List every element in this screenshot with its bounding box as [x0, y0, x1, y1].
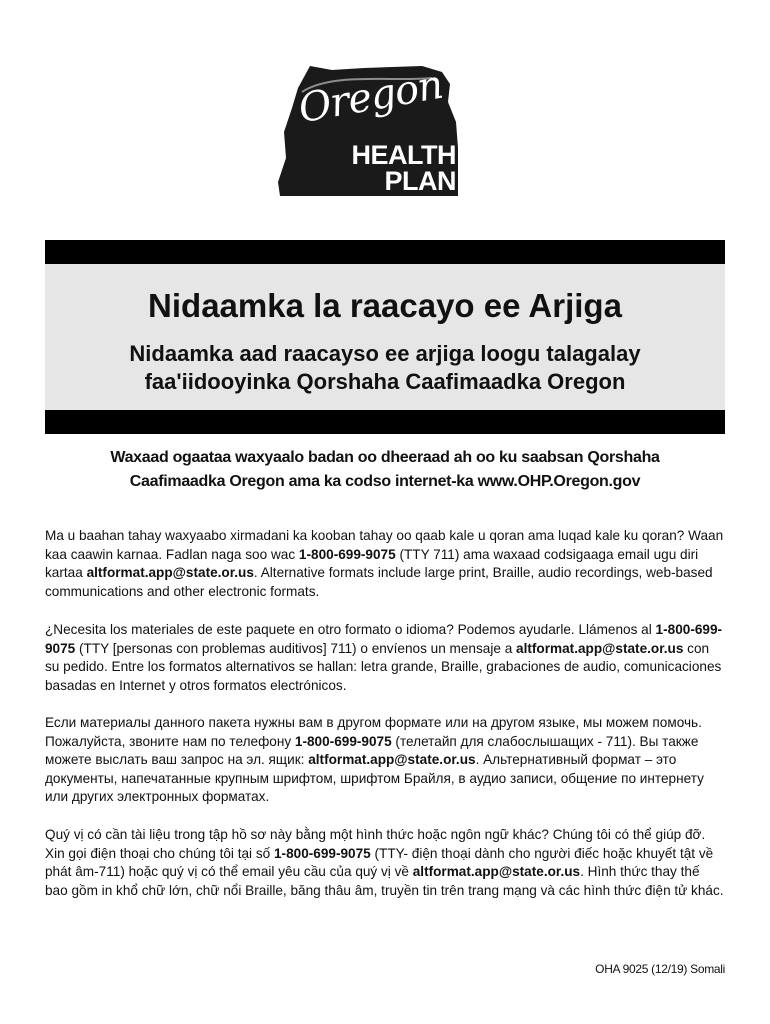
russian-text-2: (телетайп для слабослышащих - 711). Вы также можете выслать ваш запрос на эл. ящик:	[45, 733, 699, 767]
somali-email-link[interactable]: altformat.app@state.or.us	[86, 565, 254, 580]
logo-line-health: HEALTH	[351, 140, 456, 170]
somali-phone[interactable]: 1-800-699-9075	[298, 546, 396, 562]
oregon-health-plan-logo	[272, 62, 468, 200]
paragraph-vietnamese	[45, 826, 725, 900]
spanish-text-2: (TTY [personas con problemas auditivos] 711) o envíenos un mensaje a	[75, 640, 517, 656]
vietnamese-text-1: Quý vị có cần tài liệu trong tập hồ sơ này bằng một hình thức hoặc ngôn ngữ khác? Chúng tôi có thể giúp đỡ. Xin gọi điện thoại cho chúng tôi tại số	[45, 827, 706, 861]
russian-text-3: . Альтернативный формат – это документы, напечатанные крупным шрифтом, шрифтом Брайля, в аудио записи, общение по интернету или других электронных форматах.	[45, 752, 704, 804]
spanish-phone[interactable]: 1-800-699-9075	[45, 622, 723, 656]
page-subtitle	[45, 340, 725, 396]
russian-phone[interactable]: 1-800-699-9075	[294, 733, 392, 749]
header-bar-top	[45, 240, 725, 264]
spanish-text-3: con su pedido. Entre los formatos alternativos se hallan: letra grande, Braille, grabaciones de audio, comunicaciones basadas en Internet y otros formatos electrónicos.	[45, 640, 722, 693]
subtitle-line-1: Nidaamka aad raacayso ee arjiga loogu talagalay	[129, 341, 641, 366]
paragraph-somali	[45, 527, 725, 601]
logo-line-plan: PLAN	[384, 166, 456, 196]
russian-email-link[interactable]: altformat.app@state.or.us	[308, 752, 476, 767]
somali-text-2: (TTY 711) ama waxaad codsigaaga email ugu diri kartaa	[45, 546, 699, 580]
subtitle-line-2: faa'iidooyinka Qorshaha Caafimaadka Oregon	[144, 369, 626, 394]
spanish-text-1: ¿Necesita los materiales de este paquete en otro formato o idioma? Podemos ayudarle. Llámenos al	[45, 622, 656, 637]
paragraph-spanish	[45, 621, 725, 695]
title-panel	[45, 264, 725, 410]
intro-line-2: Caafimaadka Oregon ama ka codso internet-ka www.OHP.Oregon.gov	[129, 473, 641, 490]
vietnamese-text-2: (TTY- điện thoại dành cho người điếc hoặc khuyết tật về phát âm-711) hoặc quý vị có thể email yêu cầu của quý vị về	[45, 845, 714, 879]
page-title: Nidaamka la raacayo ee Arjiga	[148, 287, 622, 324]
form-code-footer: OHA 9025 (12/19) Somali	[595, 962, 725, 976]
intro-line-1: Waxaad ogaataa waxyaalo badan oo dheeraad ah oo ku saabsan Qorshaha	[110, 449, 660, 466]
logo-wordmark	[352, 142, 457, 194]
header-bar-bottom	[45, 410, 725, 434]
russian-text-1: Если материалы данного пакета нужны вам в другом формате или на другом языке, мы можем помочь. Пожалуйста, звоните нам по телефону	[45, 715, 702, 749]
vietnamese-email-link[interactable]: altformat.app@state.or.us	[412, 864, 581, 879]
spanish-email-link[interactable]: altformat.app@state.or.us	[516, 640, 684, 656]
paragraph-russian	[45, 714, 725, 807]
vietnamese-phone[interactable]: 1-800-699-9075	[273, 845, 371, 861]
logo-script-text: Oregon	[295, 61, 446, 133]
intro-text	[45, 446, 725, 494]
vietnamese-text-3: . Hình thức thay thế bao gồm in khổ chữ lớn, chữ nổi Braille, băng thâu âm, truyền tin trên trang mạng và các hình thức điện tử khác.	[45, 864, 724, 898]
somali-text-3: . Alternative formats include large print, Braille, audio recordings, web-based communications and other electronic formats.	[45, 565, 713, 599]
somali-text-1: Ma u baahan tahay waxyaabo xirmadani ka kooban tahay oo qaab kale u qoran ama luqad kale ku qoran? Waan kaa caawin karnaa. Fadlan naga soo wac	[45, 528, 724, 562]
